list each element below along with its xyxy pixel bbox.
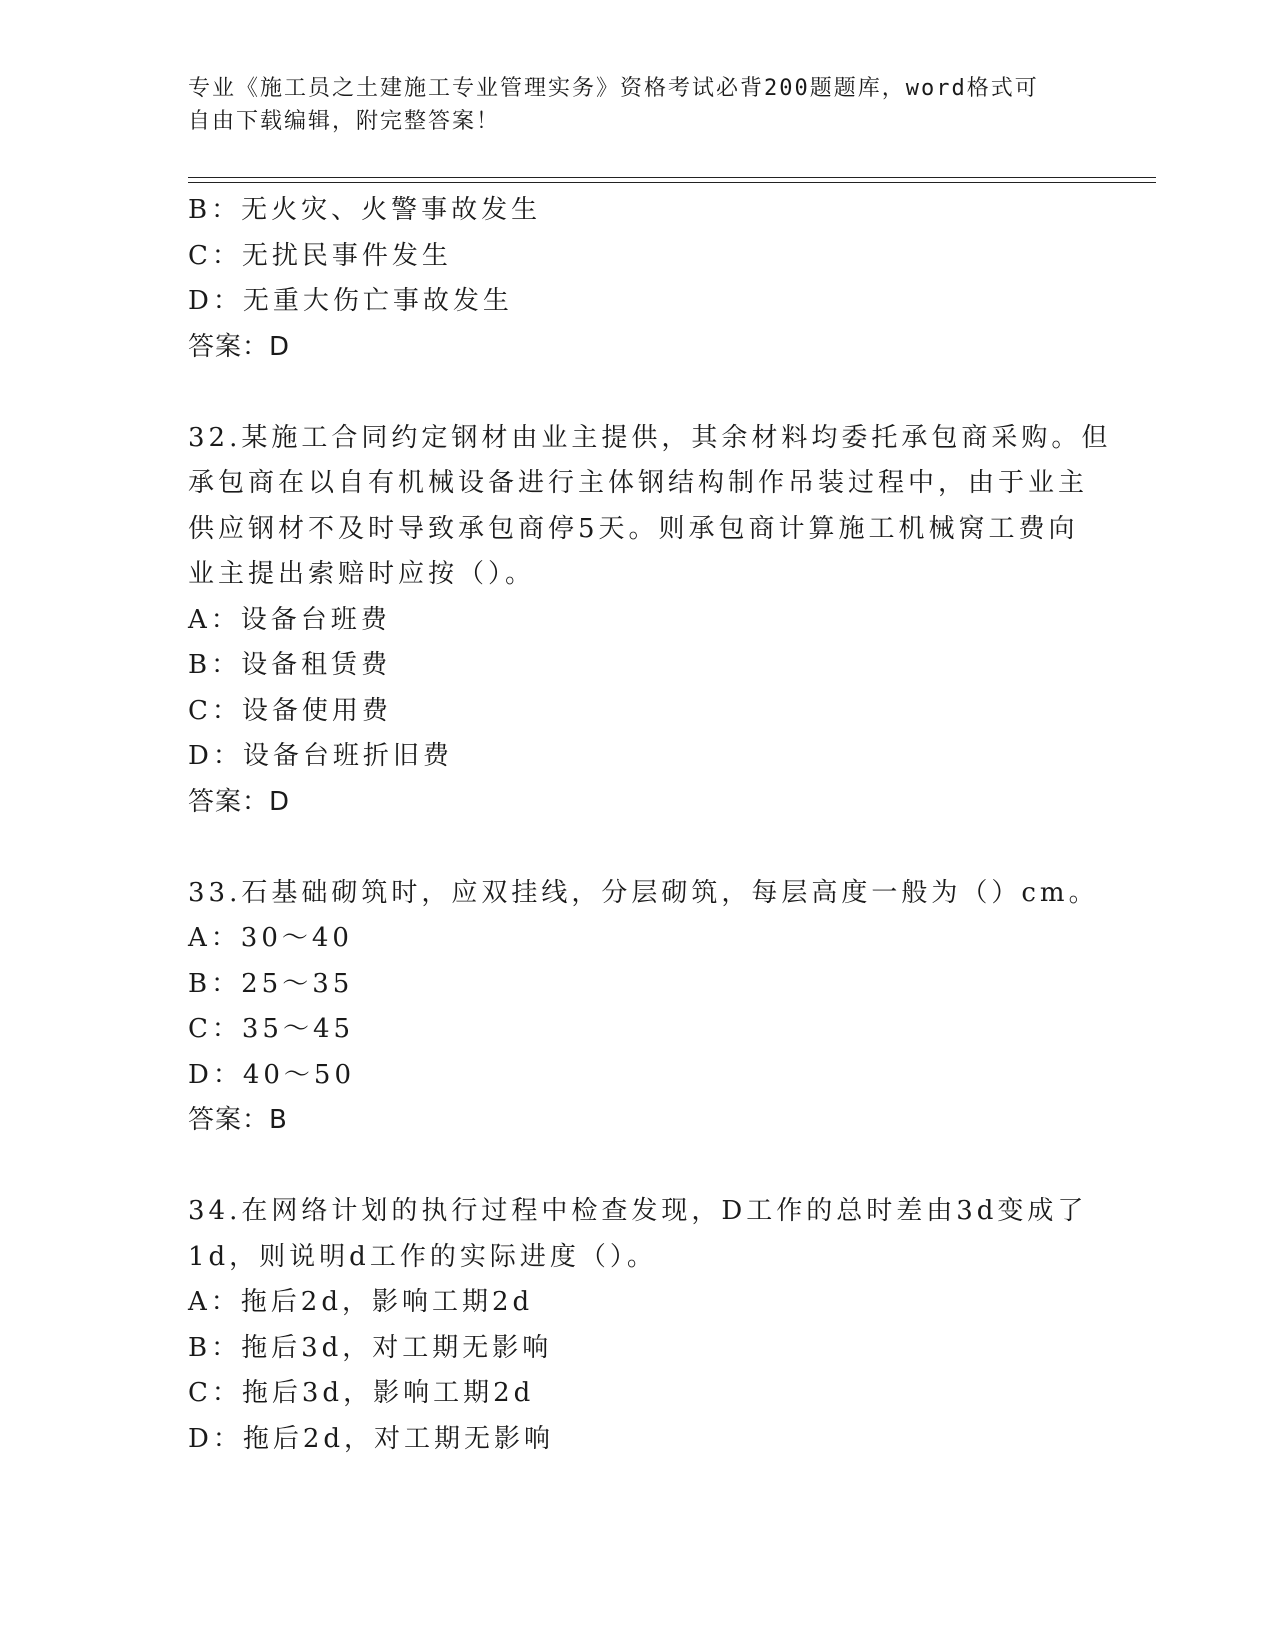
question-32 — [188, 416, 1112, 826]
answer-line: 答案：D — [188, 331, 291, 362]
spacer — [188, 370, 1088, 416]
option-b: B：无火灾、火警事故发生 — [188, 195, 542, 225]
question-31-tail — [188, 188, 1088, 370]
answer-line: 答案：B — [188, 1105, 288, 1135]
question-33 — [188, 871, 1099, 1144]
option-c: C：35～45 — [188, 1014, 355, 1044]
option-a: A：30～40 — [188, 923, 353, 953]
option-b: B：25～35 — [188, 968, 354, 999]
question-content — [188, 188, 1112, 1462]
question-stem-line: 业主提出索赔时应按（）。 — [188, 559, 536, 589]
question-stem-line: 33.石基础砌筑时，应双挂线，分层砌筑，每层高度一般为（）cm。 — [188, 877, 1099, 908]
spacer — [188, 825, 1088, 871]
question-34 — [188, 1189, 1088, 1462]
option-d: D：设备台班折旧费 — [188, 741, 453, 771]
question-stem-line: 承包商在以自有机械设备进行主体钢结构制作吊装过程中，由于业主 — [188, 468, 1089, 498]
option-b: B：设备租赁费 — [188, 650, 392, 680]
header-line-2: 自由下载编辑，附完整答案！ — [188, 109, 501, 134]
header-divider-top — [188, 177, 1156, 178]
spacer — [188, 1144, 1088, 1190]
option-c: C：设备使用费 — [188, 695, 392, 726]
option-a: A：设备台班费 — [188, 604, 391, 635]
question-stem-line: 1d，则说明d工作的实际进度（）。 — [188, 1241, 657, 1272]
option-a: A：拖后2d，影响工期2d — [188, 1287, 534, 1317]
header-divider-bottom — [188, 182, 1156, 183]
document-header — [188, 72, 1068, 138]
option-b: B：拖后3d，对工期无影响 — [188, 1332, 553, 1363]
option-d: D：拖后2d，对工期无影响 — [188, 1423, 555, 1454]
option-c: C：拖后3d，影响工期2d — [188, 1378, 535, 1408]
answer-line: 答案：D — [188, 786, 291, 817]
question-stem-line: 34.在网络计划的执行过程中检查发现，D工作的总时差由3d变成了 — [188, 1196, 1088, 1226]
question-stem-line: 32.某施工合同约定钢材由业主提供，其余材料均委托承包商采购。但 — [188, 422, 1112, 453]
option-d: D：40～50 — [188, 1059, 356, 1090]
option-c: C：无扰民事件发生 — [188, 240, 452, 271]
option-d: D：无重大伤亡事故发生 — [188, 286, 513, 316]
question-stem-line: 供应钢材不及时导致承包商停5天。则承包商计算施工机械窝工费向 — [188, 513, 1079, 544]
header-line-1: 专业《施工员之土建施工专业管理实务》资格考试必背200题题库，word格式可 — [188, 76, 1039, 101]
